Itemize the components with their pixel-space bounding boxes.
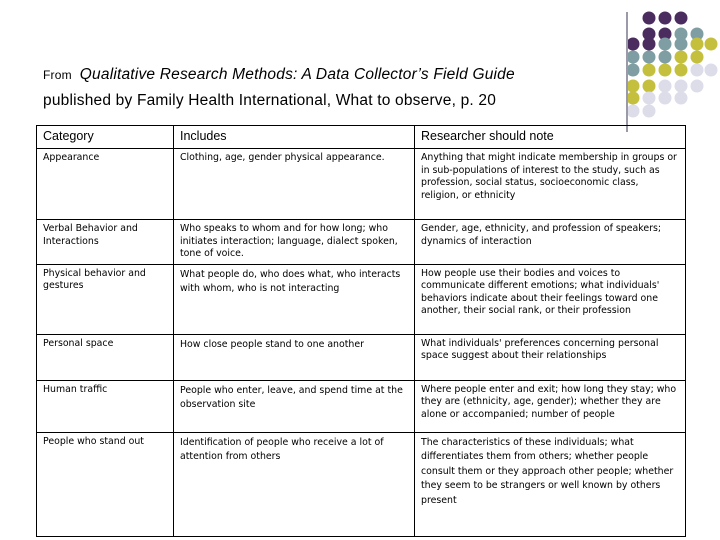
dot: [705, 64, 718, 77]
table-row: [37, 149, 686, 220]
dot: [643, 105, 656, 118]
table-cell: Personal space: [37, 334, 174, 380]
dot: [675, 80, 688, 93]
table-cell: Human traffic: [37, 380, 174, 432]
table-cell: How close people stand to one another: [174, 334, 415, 380]
dot: [643, 38, 656, 51]
dot: [675, 92, 688, 105]
table-row: [37, 264, 686, 334]
dot: [659, 64, 672, 77]
column-header-category: Category: [37, 126, 174, 149]
table-cell: Gender, age, ethnicity, and profession of speakers; dynamics of interaction: [415, 220, 686, 265]
from-label: From: [43, 68, 72, 82]
title-line-2: published by Family Health International, What to observe, p. 20: [43, 92, 497, 109]
dot: [643, 51, 656, 64]
dot: [675, 51, 688, 64]
table-header-row: [37, 126, 686, 149]
title-line-1: [43, 62, 633, 88]
dot: [675, 38, 688, 51]
dot: [705, 38, 718, 51]
table-cell: People who stand out: [37, 432, 174, 536]
table-row: [37, 380, 686, 432]
dot: [659, 38, 672, 51]
dot: [659, 80, 672, 93]
table-cell: What individuals' preferences concerning personal space suggest about their relationships: [415, 334, 686, 380]
table-cell: How people use their bodies and voices to communicate different emotions; what individuals' behaviors indicate about their feelings toward one another, their social rank, or their profession: [415, 264, 686, 334]
source-title: Qualitative Research Methods: A Data Collector’s Field Guide: [79, 66, 515, 83]
table-cell: Clothing, age, gender physical appearance.: [174, 149, 415, 220]
table-row: [37, 334, 686, 380]
dot: [691, 51, 704, 64]
dot: [643, 80, 656, 93]
dot: [691, 64, 704, 77]
dot: [643, 64, 656, 77]
table-row: [37, 432, 686, 536]
table-cell: Verbal Behavior and Interactions: [37, 220, 174, 265]
dot: [675, 64, 688, 77]
dot: [691, 38, 704, 51]
column-header-includes: Includes: [174, 126, 415, 149]
dot: [627, 38, 640, 51]
table-cell: Who speaks to whom and for how long; who initiates interaction; language, dialect spoken, tone of voice.: [174, 220, 415, 265]
table-cell: Identification of people who receive a lot of attention from others: [174, 432, 415, 536]
table-cell: What people do, who does what, who interacts with whom, who is not interacting: [174, 264, 415, 334]
dot: [659, 92, 672, 105]
table-cell: Physical behavior and gestures: [37, 264, 174, 334]
observation-table: [36, 125, 686, 537]
dot: [659, 12, 672, 25]
dot: [659, 51, 672, 64]
table-cell: People who enter, leave, and spend time at the observation site: [174, 380, 415, 432]
table-row: [37, 220, 686, 265]
column-header-researcher-note: Researcher should note: [415, 126, 686, 149]
dot: [675, 12, 688, 25]
dot: [643, 12, 656, 25]
table-cell: Where people enter and exit; how long they stay; who they are (ethnicity, age, gender); whether they are alone or accompanied; number of people: [415, 380, 686, 432]
dot: [643, 92, 656, 105]
table-cell: Anything that might indicate membership in groups or in sub-populations of interest to the study, such as profession, social status, socioeconomic class, religion, or ethnicity: [415, 149, 686, 220]
table-cell: Appearance: [37, 149, 174, 220]
page-title: [43, 62, 633, 114]
table-cell: The characteristics of these individuals; what differentiates them from others; whether people consult them or they approach other people; whether they seem to be strangers or well known by others present: [415, 432, 686, 536]
dot: [691, 80, 704, 93]
